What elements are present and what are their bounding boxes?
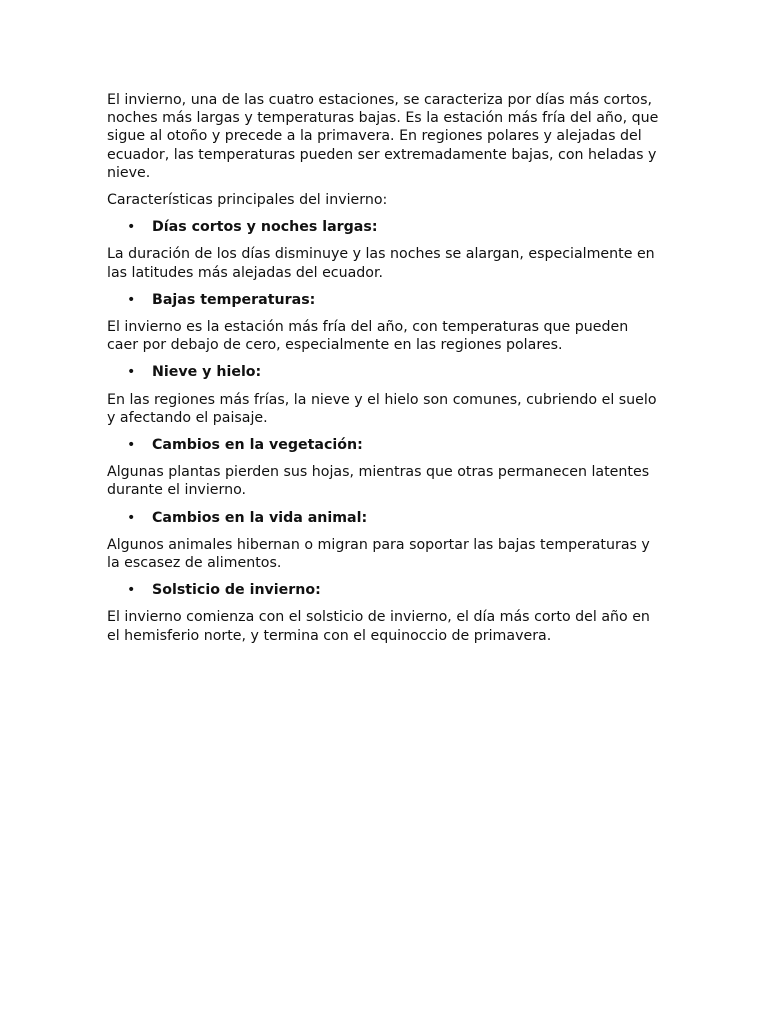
bullet-icon: • (127, 291, 136, 308)
section-snow-ice (107, 363, 662, 427)
bullet-item (107, 363, 662, 381)
section-title: Solsticio de invierno: (152, 582, 321, 599)
bullet-icon: • (127, 437, 136, 454)
bullet-icon: • (127, 582, 136, 599)
bullet-item (107, 581, 662, 599)
section-body: Algunos animales hibernan o migran para soportar las bajas temperaturas y la escasez de alimentos. (107, 536, 650, 572)
section-solstice (107, 581, 662, 645)
section-title: Días cortos y noches largas: (152, 219, 378, 236)
section-body: En las regiones más frías, la nieve y el hielo son comunes, cubriendo el suelo y afectando el paisaje. (107, 391, 657, 426)
bullet-item (107, 291, 662, 309)
section-title: Bajas temperaturas: (152, 291, 316, 308)
bullet-icon: • (127, 364, 136, 381)
section-title: Cambios en la vida animal: (152, 509, 368, 526)
section-vegetation (107, 436, 662, 500)
section-title: Cambios en la vegetación: (152, 437, 363, 454)
section-body: La duración de los días disminuye y las noches se alargan, especialmente en las latitudes más alejadas del ecuador. (107, 246, 655, 281)
bullet-item (107, 436, 662, 454)
section-short-days (107, 218, 662, 282)
bullet-icon: • (127, 509, 136, 526)
section-low-temperatures (107, 291, 662, 355)
bullet-icon: • (127, 219, 136, 236)
list-heading: Características principales del invierno: (107, 192, 388, 209)
intro-paragraph: El invierno, una de las cuatro estaciones, se caracteriza por días más cortos, noches más largas y temperaturas bajas. Es la estación más fría del año, que sigue al otoño y precede a la primavera. En regiones polares y alejadas del ecuador, las temperaturas pueden ser extremadamente bajas, con heladas y nieve. (107, 92, 659, 181)
section-body: El invierno es la estación más fría del año, con temperaturas que pueden caer por debajo de cero, especialmente en las regiones polares. (107, 319, 629, 354)
bullet-item (107, 509, 662, 527)
document-page (107, 91, 662, 654)
section-animal-life (107, 509, 662, 573)
section-body: Algunas plantas pierden sus hojas, mientras que otras permanecen latentes durante el invierno. (107, 464, 650, 499)
section-title: Nieve y hielo: (152, 364, 262, 381)
section-body: El invierno comienza con el solsticio de invierno, el día más corto del año en el hemisferio norte, y termina con el equinoccio de primavera. (107, 609, 650, 644)
bullet-item (107, 218, 662, 236)
